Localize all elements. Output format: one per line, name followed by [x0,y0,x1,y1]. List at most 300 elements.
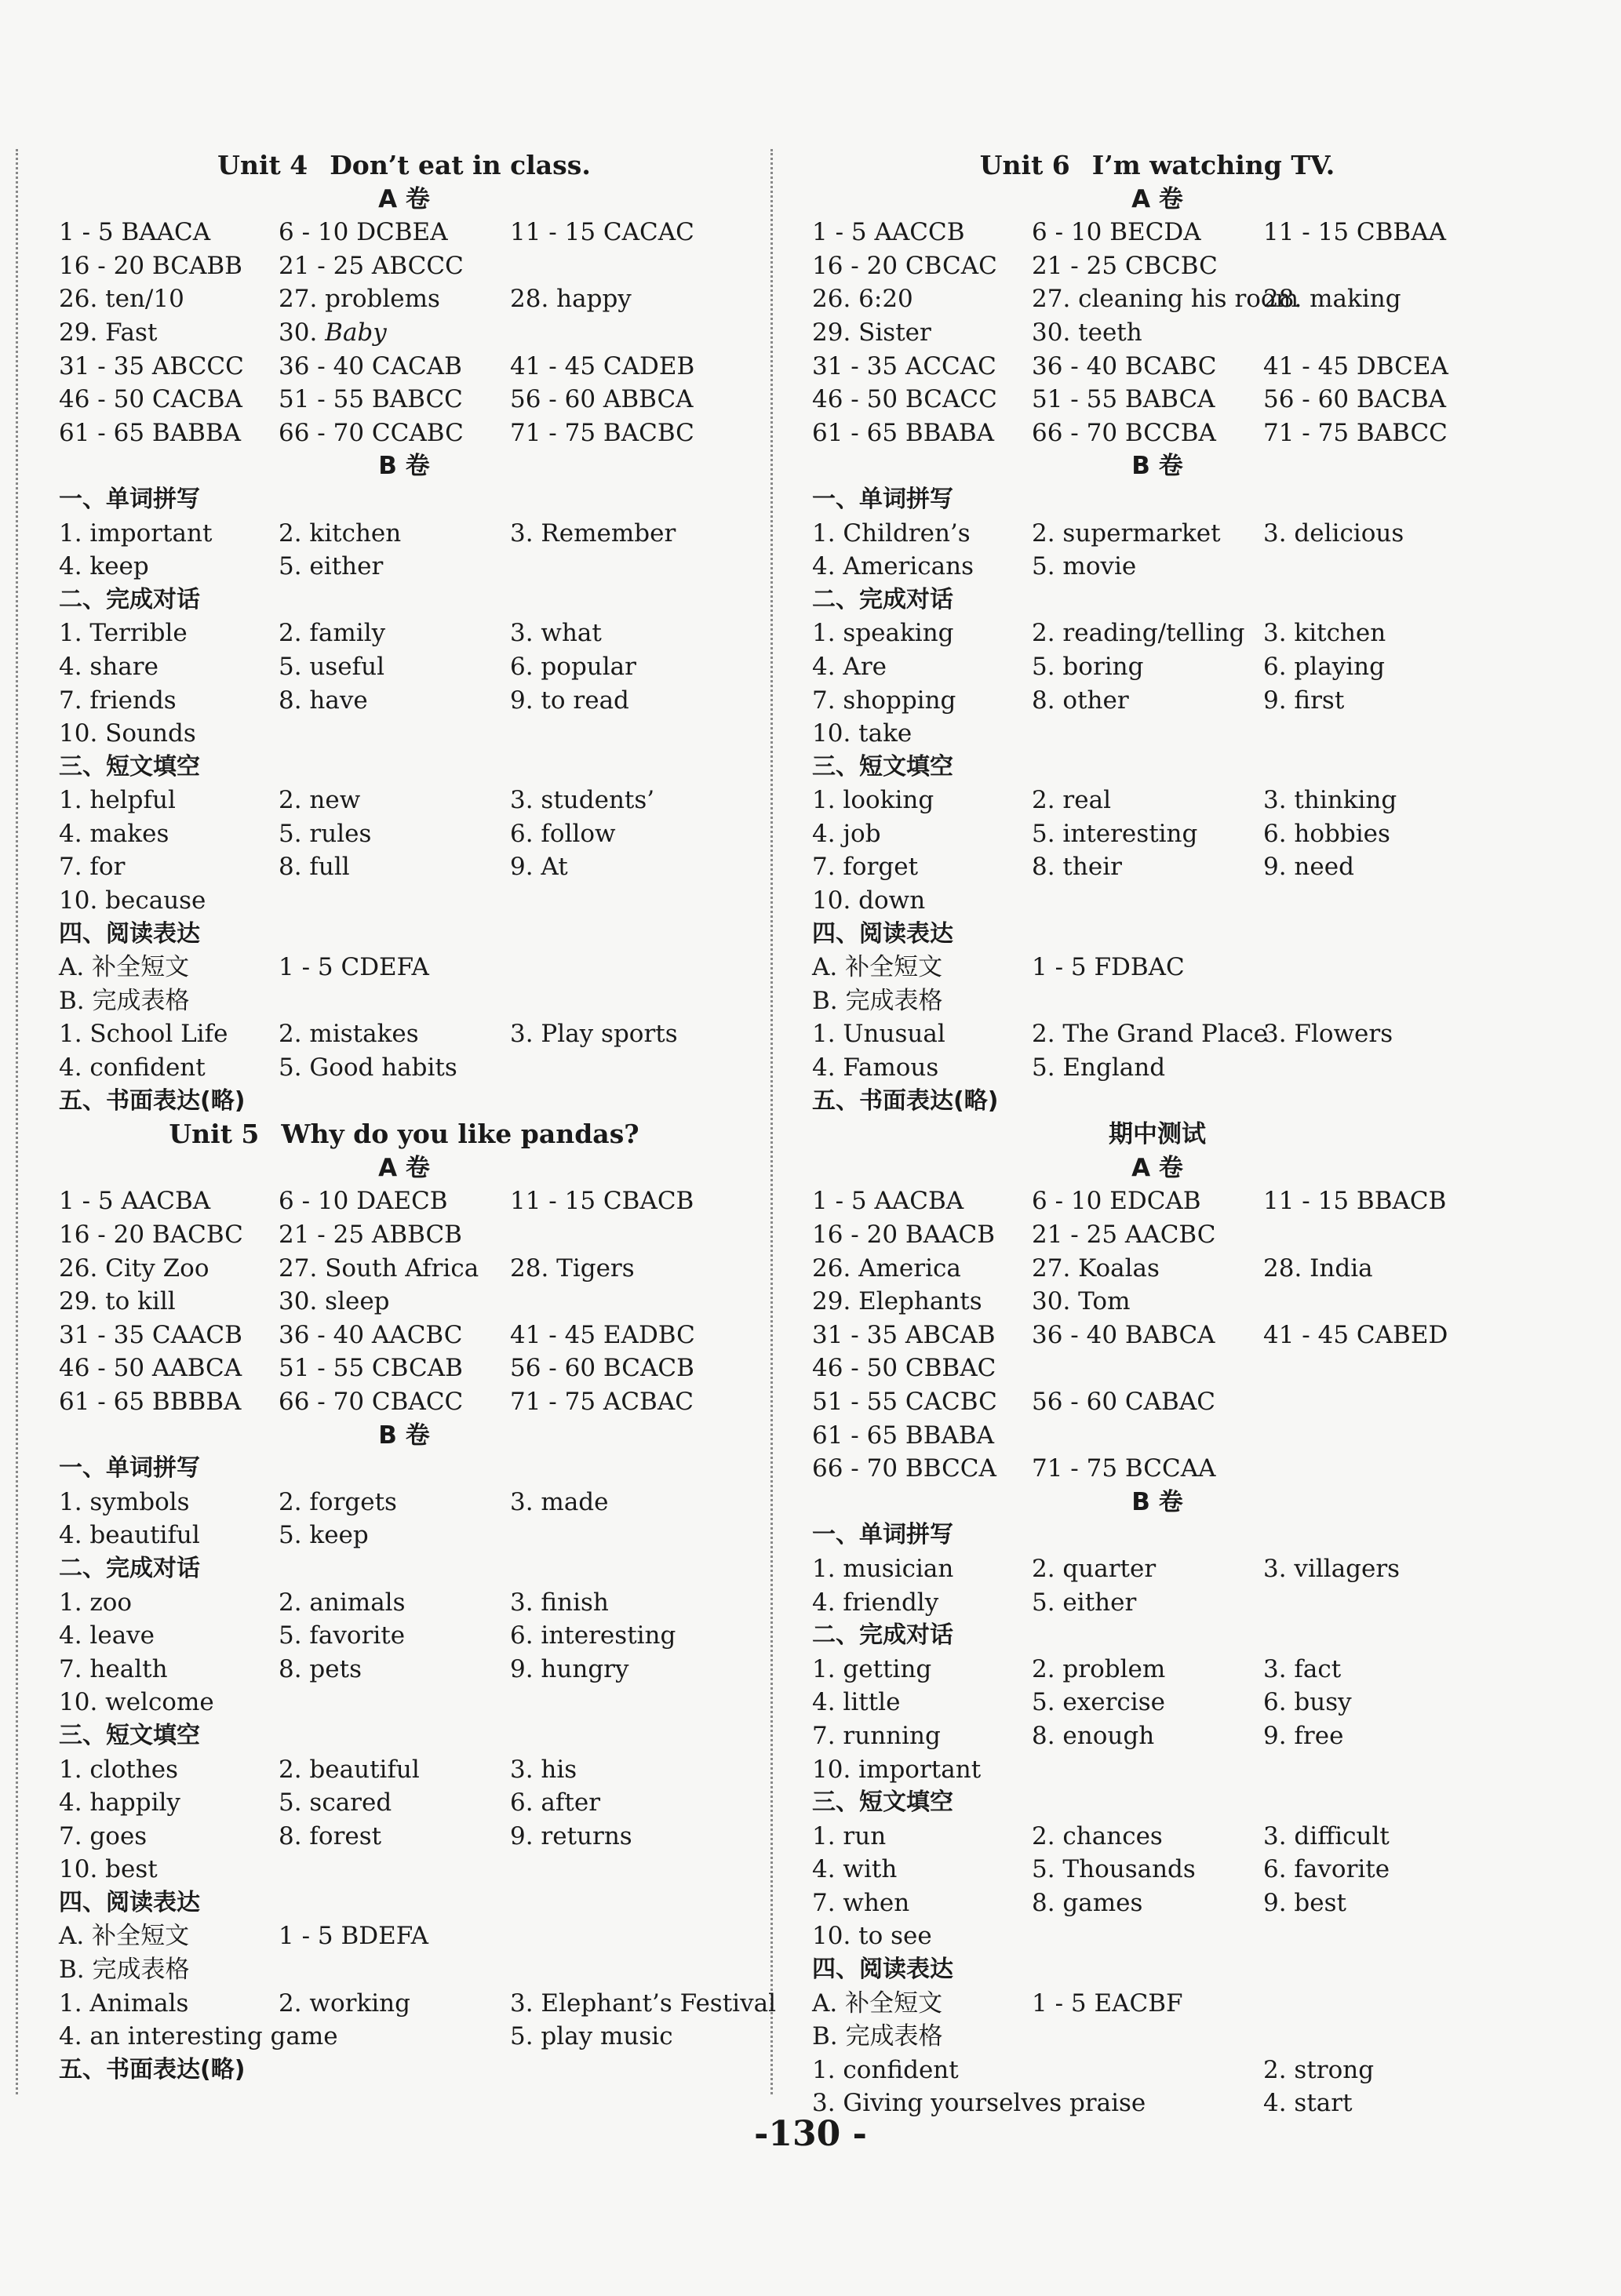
section-heading: 二、完成对话 [59,1554,200,1582]
answer-cell: 2. forgets [279,1487,397,1516]
answer-cell: 1. confident [812,2055,959,2084]
answer-cell: 3. thinking [1263,786,1397,815]
answer-cell: 3. Play sports [510,1020,678,1049]
unit-number: Unit 4 [217,150,308,180]
answer-cell: 3. Flowers [1263,1020,1393,1049]
answer-cell: 4. keep [59,552,149,581]
answer-cell [510,249,749,283]
answer-cell: 5. favorite [279,1621,406,1650]
answer-cell: 16 - 20 BACBC [59,1221,243,1249]
answer-cell: 61 - 65 BABBA [59,418,242,447]
answer-row [812,1352,1503,1385]
answer-row [59,1486,749,1519]
answer-cell: 6. hobbies [1263,819,1390,848]
answer-cell: A. 补全短文 [59,1922,190,1951]
answer-row [59,1252,749,1286]
answer-row [812,550,1503,584]
center-binding-edge [770,149,773,2094]
answer-cell: 5. rules [279,819,372,848]
answer-cell: 10. to see [812,1922,932,1951]
answer-cell [1263,984,1503,1018]
section-subheading: A 卷 [1131,184,1183,213]
answer-cell [279,1953,510,1987]
answer-cell: 31 - 35 ACCAC [812,351,996,380]
answer-cell: 6. popular [510,652,636,681]
answer-cell [1263,717,1503,751]
answer-cell: 46 - 50 CACBA [59,385,242,414]
answer-cell: 8. other [1032,686,1129,715]
answer-cell: 66 - 70 BCCBA [1032,418,1216,447]
answer-cell [1263,1385,1503,1419]
answer-cell: 2. animals [279,1588,406,1617]
answer-cell [510,1051,749,1085]
answer-row [812,1820,1503,1854]
answer-row [59,1319,749,1352]
answer-cell [510,1686,749,1719]
answer-cell: 1 - 5 FDBAC [1032,953,1185,982]
section-heading: 四、阅读表达 [812,1956,953,1984]
answer-row [812,784,1503,817]
answer-cell: 16 - 20 BAACB [812,1221,995,1249]
answer-cell [1263,1919,1503,1953]
answer-cell: 4. leave [59,1621,155,1650]
answer-cell: 41 - 45 CADEB [510,351,695,380]
section-subheading: B 卷 [378,1421,430,1450]
answer-cell: 9. first [1263,686,1345,715]
answer-cell: 1. Children’s [812,519,971,548]
answer-cell: 4. Americans [812,552,974,581]
answer-cell [1263,249,1503,283]
answer-row [812,350,1503,384]
answer-cell [279,884,510,918]
section-heading: 三、短文填空 [59,752,200,780]
answer-row [812,517,1503,551]
answer-cell: 5. boring [1032,652,1144,681]
answer-row [812,1017,1503,1051]
answer-cell: 3. delicious [1263,519,1404,548]
left-column [59,149,777,2094]
answer-cell: 6. follow [510,819,616,848]
answer-cell: 16 - 20 BCABB [59,251,242,280]
answer-cell: 1. getting [812,1654,932,1683]
answer-cell: 36 - 40 BABCA [1032,1320,1215,1349]
answer-row [812,1218,1503,1252]
answer-cell: 8. have [279,686,368,715]
answer-cell: 1. Terrible [59,619,188,648]
answer-cell: 3. kitchen [1263,619,1386,648]
answer-cell [1032,717,1263,751]
section-subheading: A 卷 [1131,1153,1183,1182]
answer-row [812,1987,1503,2021]
answer-row [812,1252,1503,1286]
answer-cell [1263,1285,1503,1319]
answer-row [812,684,1503,718]
answer-cell: 29. Fast [59,318,158,347]
section-heading: 四、阅读表达 [59,1888,200,1916]
answer-row [59,951,749,984]
answer-row [812,1285,1503,1319]
answer-cell: 28. Tigers [510,1254,635,1283]
unit-number: Unit 5 [169,1119,260,1150]
answer-cell: 10. important [812,1755,982,1784]
answer-cell: 3. what [510,619,602,648]
unit-name: Don’t eat in class. [330,150,591,180]
answer-cell: 4. start [1263,2089,1353,2118]
section-heading: 三、短文填空 [59,1721,200,1749]
answer-cell: 61 - 65 BBBBA [59,1387,242,1416]
answer-cell: 2. beautiful [279,1755,420,1784]
answer-cell: 1 - 5 EACBF [1032,1989,1183,2018]
answer-cell: 41 - 45 CABED [1263,1320,1448,1349]
answer-cell: 71 - 75 BCCAA [1032,1454,1216,1483]
answer-cell: 6. playing [1263,652,1385,681]
answer-cell: 30. Baby [279,318,387,347]
answer-cell: 7. shopping [812,686,956,715]
answer-cell: 30. teeth [1032,318,1142,347]
answer-row [812,650,1503,684]
section-heading: 五、书面表达(略) [59,2055,246,2083]
answer-cell [1263,1419,1503,1453]
section-subheading: A 卷 [378,184,430,213]
answer-row [59,1051,749,1085]
answer-row [59,517,749,551]
answer-row [59,1017,749,1051]
unit-title [812,149,1503,183]
answer-cell [510,1919,749,1953]
answer-cell: 9. need [1263,853,1354,882]
answer-cell: 7. for [59,853,126,882]
answer-cell [510,884,749,918]
answer-row [59,1820,749,1854]
unit-title [59,149,749,183]
answer-cell: 21 - 25 ABCCC [279,251,464,280]
answer-cell: 2. real [1032,786,1111,815]
answer-cell: 51 - 55 BABCA [1032,385,1215,414]
answer-row [812,1452,1503,1486]
answer-cell: 1 - 5 AACBA [812,1187,964,1216]
answer-cell: B. 完成表格 [59,986,190,1015]
answer-row [59,1184,749,1218]
answer-cell: 6 - 10 BECDA [1032,218,1201,247]
answer-cell: 2. kitchen [279,519,402,548]
answer-cell [1032,1919,1263,1953]
answer-cell: 4. little [812,1688,901,1717]
answer-cell: 1. Unusual [812,1020,945,1049]
answer-cell [1263,1987,1503,2021]
answer-row [812,1586,1503,1620]
answer-row [812,817,1503,851]
answer-cell: 5. interesting [1032,819,1198,848]
answer-cell: 6 - 10 DAECB [279,1187,448,1216]
answer-cell: 27. cleaning his room [1032,285,1299,314]
answer-row [812,1853,1503,1887]
section-heading: 四、阅读表达 [59,919,200,948]
answer-row [59,249,749,283]
right-column [812,149,1503,2118]
section-heading: 一、单词拼写 [812,1521,953,1549]
answer-cell: 1 - 5 BDEFA [279,1922,428,1951]
section-heading: 四、阅读表达 [812,919,953,948]
section-subheading: 期中测试 [1109,1120,1206,1149]
answer-cell: 71 - 75 BABCC [1263,418,1448,447]
answer-cell: 21 - 25 AACBC [1032,1221,1216,1249]
answer-cell: 61 - 65 BBABA [812,1421,995,1450]
section-subheading: B 卷 [378,452,430,481]
answer-cell: 9. best [1263,1888,1346,1917]
section-heading: 二、完成对话 [812,1621,953,1650]
answer-cell: 31 - 35 CAACB [59,1320,242,1349]
answer-row [59,316,749,350]
answer-cell: 31 - 35 ABCAB [812,1320,996,1349]
answer-cell: 3. villagers [1263,1554,1401,1583]
answer-cell: 1. clothes [59,1755,179,1784]
answer-row [59,984,749,1018]
answer-cell: 8. pets [279,1654,362,1683]
answer-cell: 5. exercise [1032,1688,1165,1717]
answer-cell: 56 - 60 BACBA [1263,385,1446,414]
answer-row [812,884,1503,918]
answer-cell: 1. important [59,519,213,548]
answer-row [59,1586,749,1620]
answer-cell: 41 - 45 DBCEA [1263,351,1448,380]
answer-cell [1032,1419,1263,1453]
answer-cell: 5. movie [1032,552,1137,581]
answer-cell: 46 - 50 BCACC [812,385,997,414]
answer-cell: 30. sleep [279,1287,390,1316]
answer-cell: 9. hungry [510,1654,629,1683]
answer-cell: 2. problem [1032,1654,1166,1683]
answer-row [812,1686,1503,1719]
answer-cell: 27. Koalas [1032,1254,1160,1283]
answer-row [59,282,749,316]
answer-cell: 5. either [279,552,384,581]
answer-cell [1032,984,1263,1018]
answer-cell: 30. Tom [1032,1287,1131,1316]
answer-row [59,216,749,249]
answer-cell: 9. At [510,853,568,882]
answer-cell: 5. keep [279,1521,369,1550]
section-heading: 五、书面表达(略) [59,1086,246,1115]
answer-row [812,717,1503,751]
answer-cell: 4. with [812,1855,898,1884]
answer-cell [510,1285,749,1319]
answer-cell: 46 - 50 CBBAC [812,1354,996,1383]
answer-cell: 36 - 40 CACAB [279,351,462,380]
answer-cell: 1 - 5 BAACA [59,218,211,247]
answer-cell [1263,1051,1503,1085]
answer-row [59,1619,749,1653]
answer-cell: 5. Thousands [1032,1855,1196,1884]
answer-cell: 27. problems [279,285,440,314]
answer-cell: 21 - 25 CBCBC [1032,251,1218,280]
answer-cell: 1. zoo [59,1588,133,1617]
answer-cell: 1. speaking [812,619,954,648]
answer-row [59,350,749,384]
answer-cell: 10. welcome [59,1688,214,1717]
answer-row [59,884,749,918]
answer-row [59,417,749,450]
answer-cell: 4. an interesting game [59,2022,338,2051]
answer-cell [1032,1352,1263,1385]
answer-cell: 10. down [812,886,926,915]
answer-cell [279,984,510,1018]
answer-cell: 1. helpful [59,786,176,815]
answer-cell: 51 - 55 CACBC [812,1387,997,1416]
answer-cell: 3. Elephant’s Festival [510,1989,777,2018]
answer-cell: 7. goes [59,1821,148,1850]
answer-cell: 26. 6:20 [812,285,913,314]
answer-cell: 2. reading/telling [1032,619,1245,648]
answer-cell: 4. share [59,652,158,681]
answer-cell: 8. their [1032,853,1122,882]
answer-cell: 4. happily [59,1788,180,1818]
answer-row [59,817,749,851]
answer-cell: 31 - 35 ABCCC [59,351,244,380]
answer-cell: 1. School Life [59,1020,228,1049]
answer-row [59,383,749,417]
answer-cell: 2. The Grand Place [1032,1020,1268,1049]
answer-cell: B. 完成表格 [812,986,943,1015]
answer-cell: 7. running [812,1721,941,1750]
answer-cell: 3. his [510,1755,577,1784]
answer-cell: 9. to read [510,686,629,715]
answer-cell: 21 - 25 ABBCB [279,1221,462,1249]
section-subheading: B 卷 [1131,1487,1183,1516]
answer-row [812,1051,1503,1085]
answer-italic: Baby [317,318,387,347]
answer-row [812,2054,1503,2087]
page-number: -130 - [754,2114,867,2154]
answer-cell: 51 - 55 CBCAB [279,1354,463,1383]
answer-row [59,1753,749,1787]
answer-cell: 3. fact [1263,1654,1342,1683]
answer-cell: 56 - 60 CABAC [1032,1387,1215,1416]
answer-row [812,984,1503,1018]
unit-name: Why do you like pandas? [281,1119,639,1150]
answer-cell: 8. games [1032,1888,1143,1917]
section-heading: 二、完成对话 [59,585,200,613]
answer-cell: 6. favorite [1263,1855,1390,1884]
answer-cell: 6 - 10 DCBEA [279,218,448,247]
answer-row [59,850,749,884]
answer-cell: 3. Remember [510,519,676,548]
answer-cell: 5. Good habits [279,1053,457,1083]
answer-cell [1263,884,1503,918]
answer-cell: 36 - 40 BCABC [1032,351,1217,380]
answer-row [59,617,749,650]
answer-cell: 4. confident [59,1053,206,1083]
answer-cell [279,1853,510,1887]
answer-cell: 3. Giving yourselves praise [812,2089,1146,2118]
answer-cell: 10. take [812,719,912,748]
answer-row [59,1786,749,1820]
left-binding-edge [16,149,18,2094]
answer-cell: 1. run [812,1821,887,1850]
answer-row [812,216,1503,249]
answer-cell [1263,1218,1503,1252]
answer-cell [279,717,510,751]
section-heading: 一、单词拼写 [812,485,953,513]
answer-cell: 1 - 5 AACCB [812,218,965,247]
answer-cell: 28. happy [510,285,632,314]
answer-cell: 2. quarter [1032,1554,1157,1583]
answer-row [812,316,1503,350]
answer-cell [510,1953,749,1987]
answer-cell: 7. when [812,1888,910,1917]
answer-cell: 8. full [279,853,350,882]
answer-cell: 4. friendly [812,1588,939,1617]
answer-cell [1263,1753,1503,1787]
answer-cell: 4. Famous [812,1053,939,1083]
answer-cell: 2. working [279,1989,410,2018]
answer-cell: 1. Animals [59,1989,189,2018]
answer-cell [510,316,749,350]
answer-cell: 3. students’ [510,786,655,815]
answer-cell [510,1519,749,1552]
answer-cell: 56 - 60 ABBCA [510,385,694,414]
answer-cell: 11 - 15 CBBAA [1263,218,1446,247]
answer-row [59,650,749,684]
section-heading: 二、完成对话 [812,585,953,613]
answer-cell: 10. best [59,1855,158,1884]
answer-cell: 4. job [812,819,881,848]
answer-cell: 11 - 15 CACAC [510,218,694,247]
answer-cell: 3. made [510,1487,609,1516]
answer-cell: 29. Elephants [812,1287,982,1316]
answer-cell: 41 - 45 EADBC [510,1320,695,1349]
answer-cell [1263,1352,1503,1385]
answer-cell: 1 - 5 CDEFA [279,953,429,982]
answer-cell: 6 - 10 EDCAB [1032,1187,1201,1216]
answer-row [59,1919,749,1953]
answer-row [59,1352,749,1385]
answer-cell: 7. health [59,1654,168,1683]
answer-cell: B. 完成表格 [59,1956,190,1985]
answer-cell [510,1853,749,1887]
answer-cell [1263,316,1503,350]
answer-cell: 71 - 75 ACBAC [510,1387,694,1416]
answer-cell [510,951,749,984]
answer-cell: 2. strong [1263,2055,1375,2084]
answer-cell [1032,1753,1263,1787]
answer-cell: A. 补全短文 [59,953,190,982]
answer-cell: A. 补全短文 [812,1989,943,2018]
answer-cell: 2. new [279,786,361,815]
answer-cell [1263,2020,1503,2054]
answer-cell: 2. mistakes [279,1020,419,1049]
answer-cell: 7. friends [59,686,177,715]
answer-row [59,1519,749,1552]
answer-cell: 10. Sounds [59,719,196,748]
answer-cell: 26. City Zoo [59,1254,209,1283]
answer-cell [510,550,749,584]
answer-cell: 1. symbols [59,1487,190,1516]
answer-cell: 3. finish [510,1588,609,1617]
answer-cell: 29. to kill [59,1287,176,1316]
answer-cell: 46 - 50 AABCA [59,1354,242,1383]
answer-cell [1263,1586,1503,1620]
answer-cell: 6. after [510,1788,601,1818]
answer-cell [1032,2020,1263,2054]
answer-cell: 26. ten/10 [59,285,184,314]
answer-cell: B. 完成表格 [812,2022,943,2051]
answer-cell [1032,884,1263,918]
answer-row [812,1753,1503,1787]
answer-cell: 36 - 40 AACBC [279,1320,463,1349]
answer-cell: 4. makes [59,819,169,848]
answer-cell [510,984,749,1018]
answer-cell: 27. South Africa [279,1254,479,1283]
